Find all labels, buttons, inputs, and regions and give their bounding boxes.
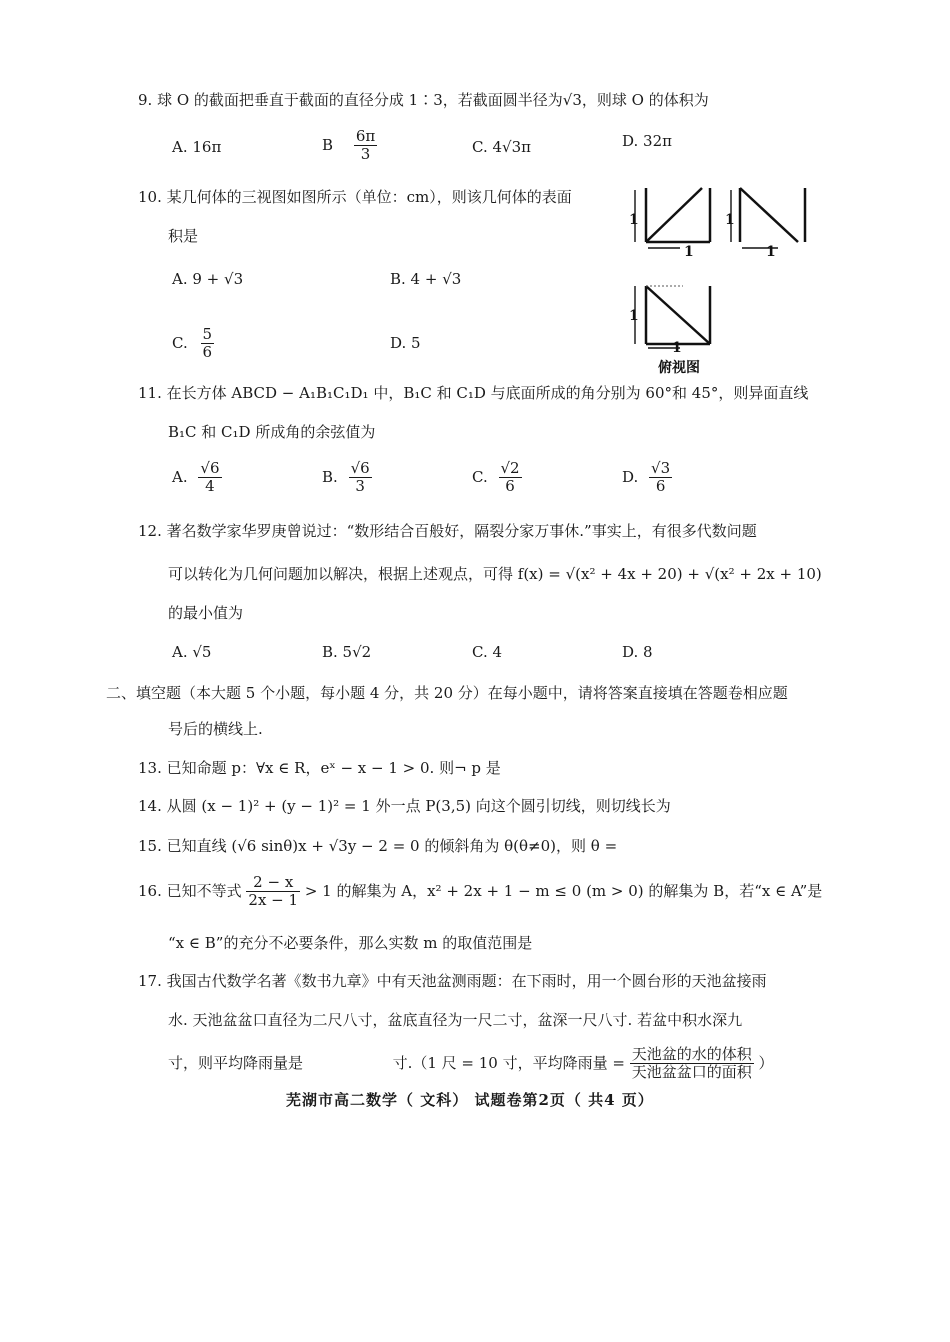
side-view-width-label: 1 bbox=[766, 244, 776, 260]
q9-option-a: A. 16π bbox=[172, 138, 222, 156]
top-view-height-label: 1 bbox=[629, 308, 639, 324]
q10-c-numerator: 5 bbox=[202, 325, 213, 343]
q11-a-denominator: 4 bbox=[205, 477, 215, 496]
q9-b-denominator: 3 bbox=[360, 145, 371, 164]
q9-option-c: C. 4√3π bbox=[472, 138, 531, 156]
q9-stem: 9. 球 O 的截面把垂直于截面的直径分成 1∶3，若截面圆半径为√3，则球 O 的体积为 bbox=[138, 91, 709, 109]
q17-fraction-numerator: 天池盆的水的体积 bbox=[631, 1045, 752, 1063]
q10-option-d: D. 5 bbox=[390, 334, 421, 352]
q12-option-a: A. √5 bbox=[172, 643, 212, 661]
q12-option-d: D. 8 bbox=[622, 643, 653, 661]
q11-b-denominator: 3 bbox=[355, 477, 365, 496]
q12-option-b: B. 5√2 bbox=[322, 643, 372, 661]
q16-stem-line2: “x ∈ B”的充分不必要条件，那么实数 m 的取值范围是 bbox=[168, 934, 533, 952]
section2-header: 二、填空题（本大题 5 个小题，每小题 4 分，共 20 分）在每小题中，请将答案直接填在答题卷相应题 bbox=[106, 684, 788, 702]
q11-option-d bbox=[622, 460, 672, 496]
q12-stem-line2: 可以转化为几何问题加以解决，根据上述观点，可得 f(x) = √(x² + 4x + 20) + √(x² + 2x + 10) bbox=[168, 565, 822, 583]
q9-option-b-label: B bbox=[322, 135, 334, 154]
q11-stem-line1: 11. 在长方体 ABCD − A₁B₁C₁D₁ 中，B₁C 和 C₁D 与底面所成的角分别为 60°和 45°，则异面直线 bbox=[138, 384, 809, 402]
section2-header-line2: 号后的横线上. bbox=[168, 720, 263, 738]
q11-a-numerator: √6 bbox=[200, 459, 220, 477]
q15-stem: 15. 已知直线 (√6 sinθ)x + √3y − 2 = 0 的倾斜角为 θ(θ≠0)，则 θ = bbox=[138, 837, 618, 855]
q16-fraction bbox=[246, 874, 300, 910]
front-view-width-label: 1 bbox=[684, 244, 694, 260]
q10-option-c-label: C. bbox=[172, 333, 188, 352]
q9-b-numerator: 6π bbox=[355, 127, 376, 145]
q11-option-d-fraction bbox=[649, 460, 672, 496]
q17-rain-fraction bbox=[630, 1046, 754, 1082]
q11-option-a bbox=[172, 460, 222, 496]
q10-stem-line1: 10. 某几何体的三视图如图所示（单位：cm），则该几何体的表面 bbox=[138, 188, 572, 206]
q14-stem: 14. 从圆 (x − 1)² + (y − 1)² = 1 外一点 P(3,5) 向这个圆引切线，则切线长为 bbox=[138, 797, 671, 815]
q17-line3-end: ） bbox=[758, 1054, 774, 1072]
q13-stem: 13. 已知命题 p：∀x ∈ R，eˣ − x − 1 > 0. 则¬ p 是 bbox=[138, 759, 501, 777]
q11-c-denominator: 6 bbox=[505, 477, 515, 496]
side-view-height-label: 1 bbox=[725, 212, 735, 228]
q17-stem-line1: 17. 我国古代数学名著《数书九章》中有天池盆测雨题：在下雨时，用一个圆台形的天池盆接雨 bbox=[138, 972, 767, 990]
q9-option-d: D. 32π bbox=[622, 132, 672, 150]
q12-option-c: C. 4 bbox=[472, 643, 503, 661]
q11-d-numerator: √3 bbox=[651, 459, 671, 477]
page-footer: 芜湖市高二数学（ 文科） 试题卷第2页（ 共4 页） bbox=[286, 1091, 654, 1109]
q10-option-b: B. 4 + √3 bbox=[390, 270, 462, 288]
q11-option-b-fraction bbox=[349, 460, 372, 496]
q11-option-c-fraction bbox=[499, 460, 522, 496]
q10-option-a: A. 9 + √3 bbox=[172, 270, 244, 288]
three-view-figure bbox=[628, 180, 818, 380]
q17-line3-pre: 寸，则平均降雨量是 bbox=[168, 1054, 304, 1072]
q11-option-d-label: D. bbox=[622, 467, 639, 486]
q11-option-b bbox=[322, 460, 372, 496]
q17-fraction-denominator: 天池盆盆口的面积 bbox=[631, 1063, 752, 1082]
q16-numerator: 2 − x bbox=[246, 874, 300, 892]
q17-stem-line2: 水. 天池盆盆口直径为二尺八寸，盆底直径为一尺二寸，盆深一尺八寸. 若盆中积水深九 bbox=[168, 1011, 743, 1029]
q12-stem-line3: 的最小值为 bbox=[168, 604, 244, 622]
top-view-caption: 俯视图 bbox=[658, 360, 700, 376]
q16-denominator: 2x − 1 bbox=[248, 891, 299, 910]
q16-post: > 1 的解集为 A，x² + 2x + 1 − m ≤ 0 (m > 0) 的解集为 B，若“x ∈ A”是 bbox=[304, 881, 823, 900]
q10-option-c-fraction bbox=[201, 326, 215, 362]
q11-b-numerator: √6 bbox=[350, 459, 370, 477]
q10-stem-line2: 积是 bbox=[168, 227, 199, 245]
q11-option-a-fraction bbox=[198, 460, 221, 496]
q12-stem-line1: 12. 著名数学家华罗庚曾说过：“数形结合百般好，隔裂分家万事休.”事实上，有很多代数问题 bbox=[138, 522, 757, 540]
q16-stem-line1 bbox=[138, 874, 822, 910]
q11-stem-line2: B₁C 和 C₁D 所成角的余弦值为 bbox=[168, 423, 376, 441]
q10-c-denominator: 6 bbox=[202, 343, 213, 362]
front-view-height-label: 1 bbox=[629, 212, 639, 228]
q17-line3-mid: 寸.（1 尺 = 10 寸，平均降雨量 = bbox=[392, 1054, 625, 1072]
q11-c-numerator: √2 bbox=[500, 459, 520, 477]
q11-option-b-label: B. bbox=[322, 467, 338, 486]
q16-pre: 16. 已知不等式 bbox=[138, 881, 242, 900]
top-view-width-label: 1 bbox=[672, 340, 682, 356]
q9-option-b bbox=[322, 128, 377, 164]
q11-option-c-label: C. bbox=[472, 467, 488, 486]
q11-option-c bbox=[472, 460, 522, 496]
q17-stem-line3 bbox=[168, 1045, 774, 1082]
q11-option-a-label: A. bbox=[172, 467, 188, 486]
q11-d-denominator: 6 bbox=[655, 477, 666, 496]
q9-option-b-fraction bbox=[354, 128, 377, 164]
q10-option-c bbox=[172, 326, 214, 362]
